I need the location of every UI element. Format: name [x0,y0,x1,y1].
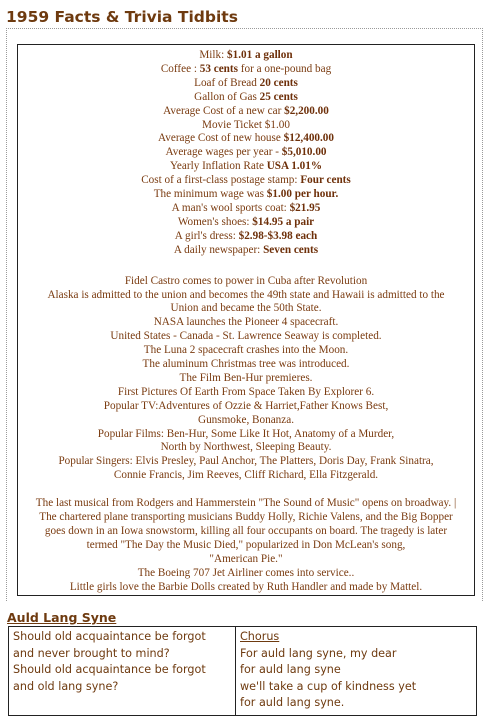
event-line: NASA launches the Pioneer 4 spacecraft. [153,316,339,329]
price-item: A girl's dress: $2.98-$3.98 each [174,229,318,242]
chorus-label: Chorus [240,630,280,643]
price-item: The minimum wage was $1.00 per hour. [153,188,339,201]
verse-line: and never brought to mind? [13,646,170,660]
music-line: The chartered plane transporting musicians Buddy Holly, Richie Valens, and the Big Bopper [39,511,453,524]
event-line: Union and became the 50th State. [170,302,322,315]
music-line: goes down in an Iowa snowstorm, killing all four occupants on board. The tragedy is later [44,525,448,537]
music-line: The last musical from Rodgers and Hammerstein "The Sound of Music" opens on broadway. | [35,497,457,510]
price-item: Loaf of Bread 20 cents [194,76,298,89]
price-item: Gallon of Gas 25 cents [194,90,298,103]
event-line: United States - Canada - St. Lawrence Seaway is completed. [110,330,382,343]
price-item: Average Cost of a new car $2,200.00 [163,104,329,117]
lyrics-row [9,627,477,716]
event-line: Alaska is admitted to the union and becomes the 49th state and Hawaii is admitted to the [47,288,445,301]
song-title: Auld Lang Syne [7,610,117,625]
events-list [18,275,474,484]
event-line: Popular Films: Ben-Hur, Some Like It Hot, Anatomy of a Murder, [97,427,395,440]
event-line: Connie Francis, Jim Reeves, Cliff Richard, Ella Fitzgerald. [113,469,379,482]
chorus-line: For auld lang syne, my dear [240,646,397,660]
verse-line: and old lang syne? [13,679,119,693]
price-item: A daily newspaper: Seven cents [173,243,319,256]
event-line: Popular Singers: Elvis Presley, Paul Anchor, The Platters, Doris Day, Frank Sinatra, [58,455,434,468]
event-line: North by Northwest, Sleeping Beauty. [160,441,332,454]
music-line: termed "The Day the Music Died," popularized in Don McLean's song, [86,538,406,551]
price-item: Cost of a first-class postage stamp: Four cents [141,174,351,187]
verse-cell [9,627,236,716]
page-title: 1959 Facts & Trivia Tidbits [6,8,238,26]
price-item: Movie Ticket $1.00 [202,118,290,131]
lyrics-table [8,626,477,716]
event-line: First Pictures Of Earth From Space Taken By Explorer 6. [117,385,375,398]
price-item: Milk: $1.01 a gallon [199,49,293,61]
price-item: A man's wool sports coat: $21.95 [171,201,321,214]
price-item: Coffee : 53 cents for a one-pound bag [160,62,332,75]
event-line: The Film Ben-Hur premieres. [179,371,313,384]
event-line: The Luna 2 spacecraft crashes into the Moon. [143,344,349,357]
price-item: Yearly Inflation Rate USA 1.01% [169,160,323,173]
event-line: The aluminum Christmas tree was introduced. [142,358,350,371]
chorus-line: we'll take a cup of kindness yet [240,679,417,693]
event-line: Fidel Castro comes to power in Cuba after Revolution [124,274,368,287]
chorus-line: for auld lang syne [240,663,341,676]
price-item: Women's shoes: $14.95 a pair [177,215,315,228]
event-line: Popular TV:Adventures of Ozzie & Harriet,Father Knows Best, [103,399,389,412]
trivia-box [17,44,475,596]
price-item: Average wages per year - $5,010.00 [165,146,327,159]
music-line: "American Pie." [209,552,283,565]
event-line: Gunsmoke, Bonanza. [197,413,294,426]
music-notes [18,497,474,594]
trivia-panel [6,28,483,601]
verse-line: Should old acquaintance be forgot [13,663,206,676]
price-item: Average Cost of new house $12,400.00 [158,132,334,145]
music-line: Little girls love the Barbie Dolls created by Ruth Handler and made by Mattel. [69,580,423,593]
chorus-line: for auld lang syne. [240,696,345,709]
music-line: The Boeing 707 Jet Airliner comes into service.. [137,566,355,579]
price-list [18,45,474,258]
chorus-cell [236,627,477,716]
verse-line: Should old acquaintance be forgot [13,630,206,643]
